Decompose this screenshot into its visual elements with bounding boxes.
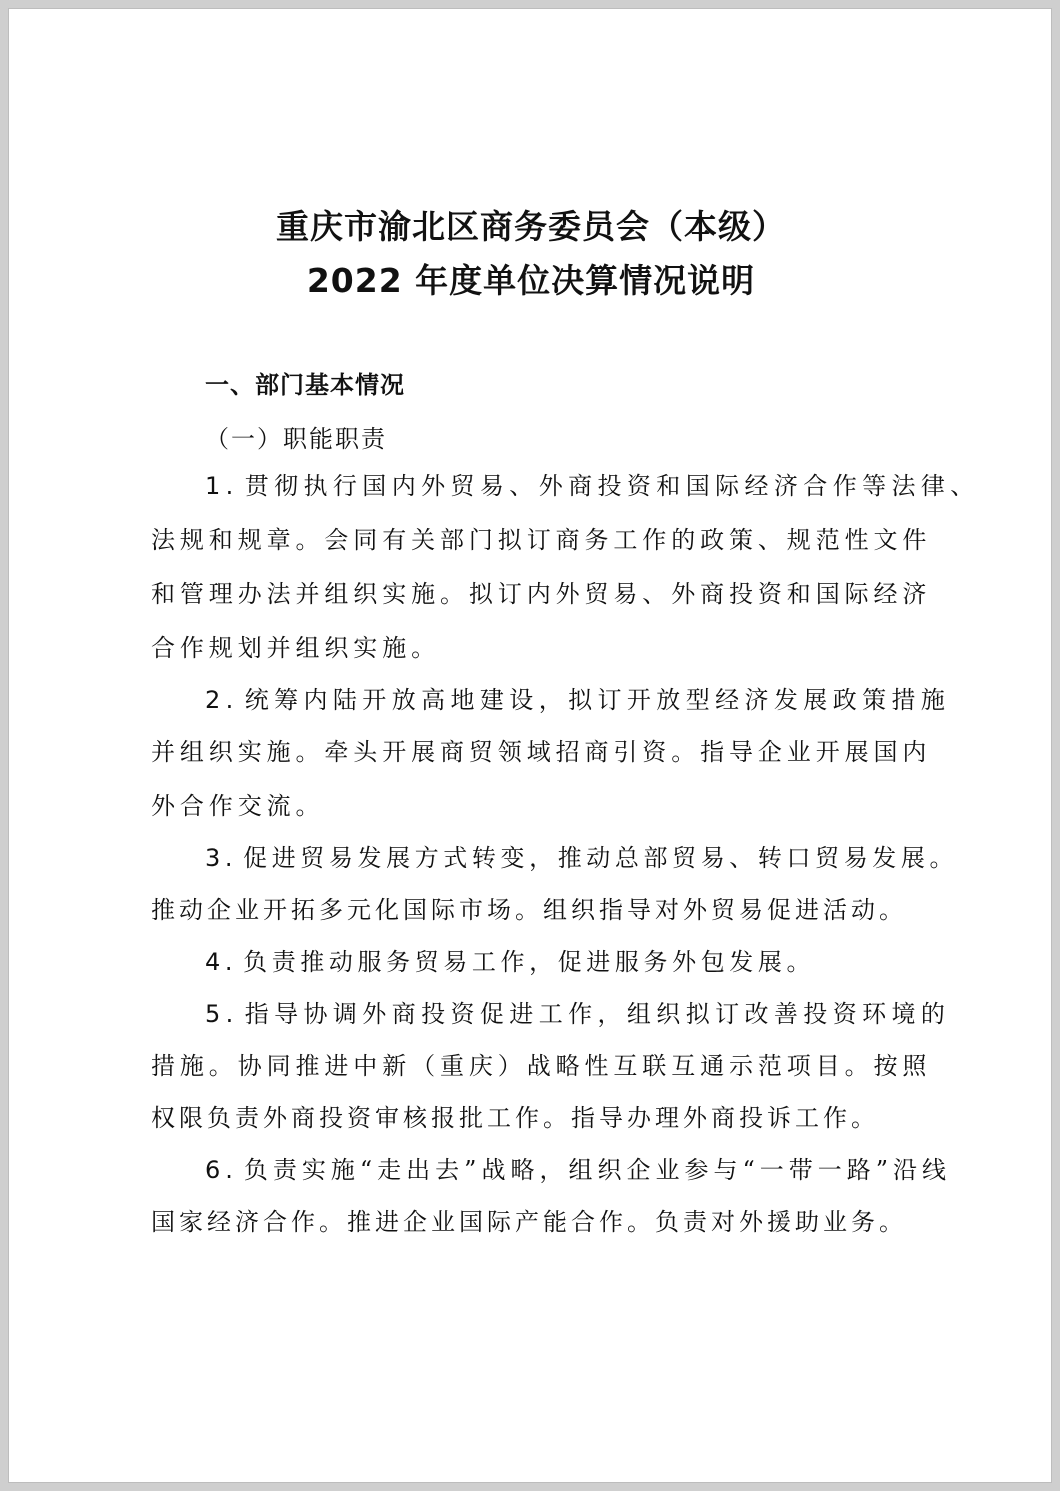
item-1-number: 1.: [205, 472, 239, 500]
item-1-line-1: 1. 贯彻执行国内外贸易、外商投资和国际经济合作等法律、: [205, 472, 980, 500]
item-2-line-2: 并组织实施。牵头开展商贸领域招商引资。指导企业开展国内: [151, 738, 932, 766]
item-5-line-1: 5. 指导协调外商投资促进工作，组织拟订改善投资环境的: [205, 1000, 951, 1028]
item-5-line-3: 权限负责外商投资审核报批工作。指导办理外商投诉工作。: [151, 1104, 879, 1132]
item-2-line-1: 2. 统筹内陆开放高地建设，拟订开放型经济发展政策措施: [205, 686, 951, 714]
item-1-line-2: 法规和规章。会同有关部门拟订商务工作的政策、规范性文件: [151, 526, 932, 554]
document-title-line-1: 重庆市渝北区商务委员会（本级）: [276, 207, 786, 246]
item-6-line-1: 6. 负责实施“走出去”战略，组织企业参与“一带一路”沿线: [205, 1156, 951, 1184]
item-6-line-2: 国家经济合作。推进企业国际产能合作。负责对外援助业务。: [151, 1208, 907, 1236]
document-title-line-2: 2022 年度单位决算情况说明: [306, 261, 756, 300]
subsection-heading: （一）职能职责: [205, 425, 387, 453]
item-2-number: 2.: [205, 686, 239, 714]
item-4-number: 4.: [205, 948, 238, 976]
item-3-line-1: 3. 促进贸易发展方式转变，推动总部贸易、转口贸易发展。: [205, 844, 959, 872]
item-5-line-2: 措施。协同推进中新（重庆）战略性互联互通示范项目。按照: [151, 1052, 932, 1080]
item-1-line-4: 合作规划并组织实施。: [151, 634, 440, 662]
item-6-number: 6.: [205, 1156, 238, 1184]
document-page: [8, 8, 1052, 1483]
item-4-line-1: 4. 负责推动服务贸易工作，促进服务外包发展。: [205, 948, 816, 976]
item-2-line-3: 外合作交流。: [151, 792, 325, 820]
item-5-number: 5.: [205, 1000, 239, 1028]
section-heading: 一、部门基本情况: [205, 371, 405, 399]
item-3-number: 3.: [205, 844, 238, 872]
item-1-line-3: 和管理办法并组织实施。拟订内外贸易、外商投资和国际经济: [151, 580, 932, 608]
item-3-line-2: 推动企业开拓多元化国际市场。组织指导对外贸易促进活动。: [151, 896, 907, 924]
